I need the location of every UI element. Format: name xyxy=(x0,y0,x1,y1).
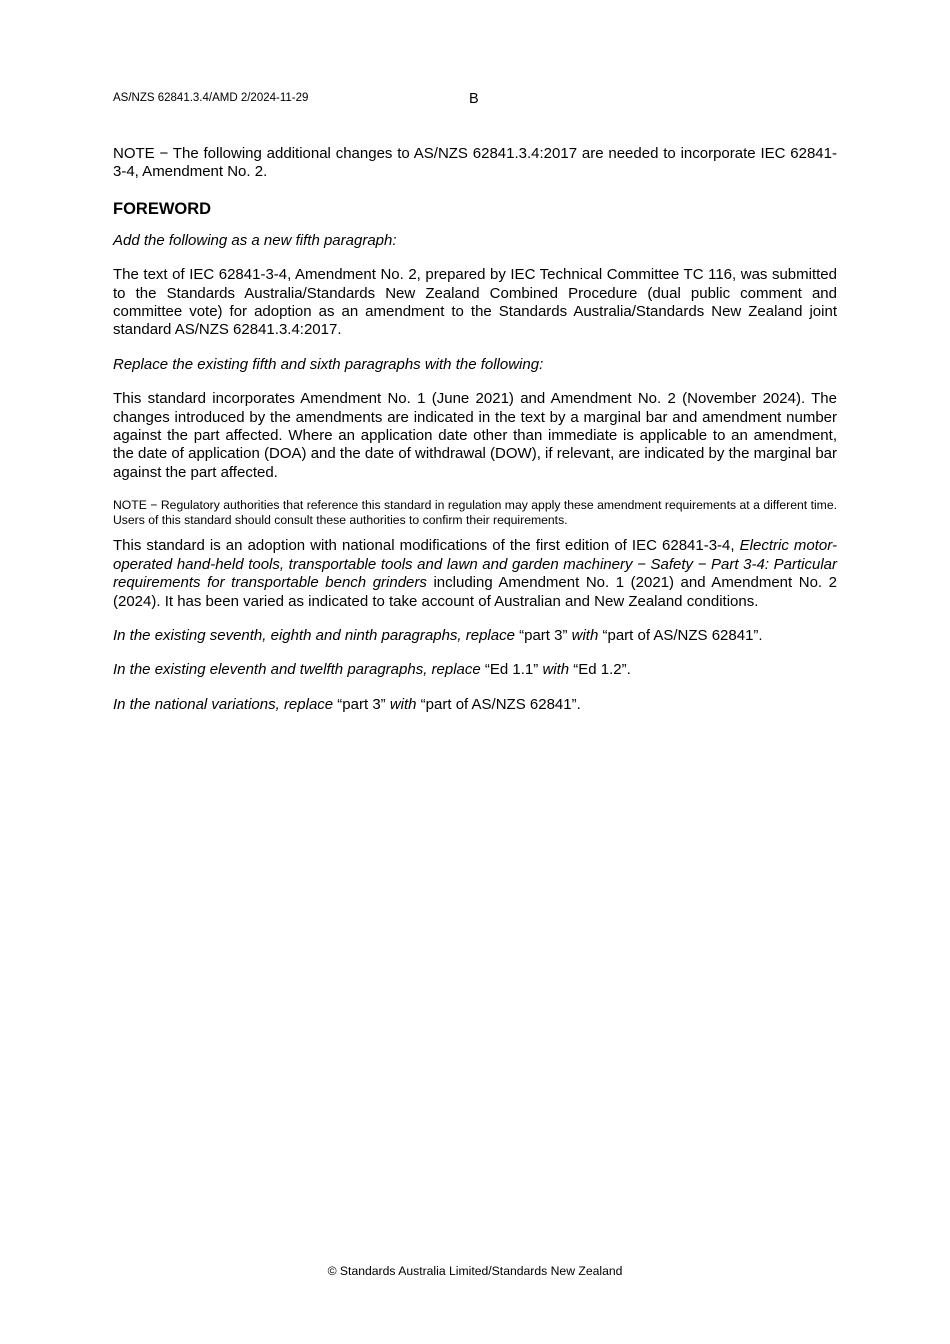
instruction-add-fifth-paragraph: Add the following as a new fifth paragraph: xyxy=(113,231,397,249)
section-heading-foreword: FOREWORD xyxy=(113,199,212,218)
document-id: AS/NZS 62841.3.4/AMD 2/2024-11-29 xyxy=(113,92,309,104)
page-label: B xyxy=(469,91,479,107)
copyright-footer: © Standards Australia Limited/Standards New Zealand xyxy=(327,1264,623,1278)
instruction-with: with xyxy=(389,695,417,713)
paragraph-incorporates-amendments: This standard incorporates Amendment No. 1 (June 2021) and Amendment No. 2 (November 2024). The changes introduced by the amendments are indicated in the text by a marginal bar and amendment number against the part affected. Where an application date other than immediate is applicable to an amendment, the date of application (DOA) and the date of withdrawal (DOW), if relevant, are indicated by the marginal bar against the part affected. xyxy=(113,390,837,481)
adoption-tail-text: including Amendment No. 1 (2021) and Amendment No. 2 (2024). It has been varied as indicated to take account of Australian and New Zealand conditions. xyxy=(113,574,837,610)
page-content xyxy=(113,145,837,730)
instruction-replacement: “part of AS/NZS 62841”. xyxy=(598,626,763,644)
instruction-with: with xyxy=(542,661,570,679)
instruction-plain-part: “Ed 1.1” xyxy=(480,661,543,679)
instruction-replacement: “part of AS/NZS 62841”. xyxy=(416,695,581,713)
instruction-eleventh-twelfth xyxy=(113,661,837,679)
note-regulatory-authorities: NOTE − Regulatory authorities that reference this standard in regulation may apply these amendment requirements at a different time. Users of this standard should consult these authorities to confirm their requirements. xyxy=(113,498,837,528)
instruction-italic-part: In the existing eleventh and twelfth paragraphs, replace xyxy=(113,661,481,679)
instruction-plain-part: “part 3” xyxy=(514,626,572,644)
instruction-italic-part: In the existing seventh, eighth and ninth paragraphs, replace xyxy=(113,626,515,644)
instruction-replace-fifth-sixth: Replace the existing fifth and sixth paragraphs with the following: xyxy=(113,355,544,373)
instruction-seventh-eighth-ninth xyxy=(113,627,837,645)
note-additional-changes: NOTE − The following additional changes to AS/NZS 62841.3.4:2017 are needed to incorporate IEC 62841-3-4, Amendment No. 2. xyxy=(113,145,837,181)
instruction-replacement: “Ed 1.2”. xyxy=(569,661,631,679)
instruction-plain-part: “part 3” xyxy=(333,695,390,713)
instruction-italic-part: In the national variations, replace xyxy=(113,695,334,713)
standard-title: Electric motor-operated hand-held tools, transportable tools and lawn and garden machinery − Safety − Part 3-4: Particular requirements for transportable bench grinders xyxy=(113,537,837,592)
adoption-lead-text: This standard is an adoption with national modifications of the first edition of IEC 62841-3-4, xyxy=(113,537,740,555)
paragraph-amendment-text: The text of IEC 62841-3-4, Amendment No. 2, prepared by IEC Technical Committee TC 116, was submitted to the Standards Australia/Standards New Zealand Combined Procedure (dual public comment and committee vote) for adoption as an amendment to the Standards Australia/Standards New Zealand joint standard AS/NZS 62841.3.4:2017. xyxy=(113,266,837,339)
instruction-with: with xyxy=(571,626,599,644)
instruction-national-variations xyxy=(113,696,837,714)
paragraph-adoption xyxy=(113,537,837,611)
